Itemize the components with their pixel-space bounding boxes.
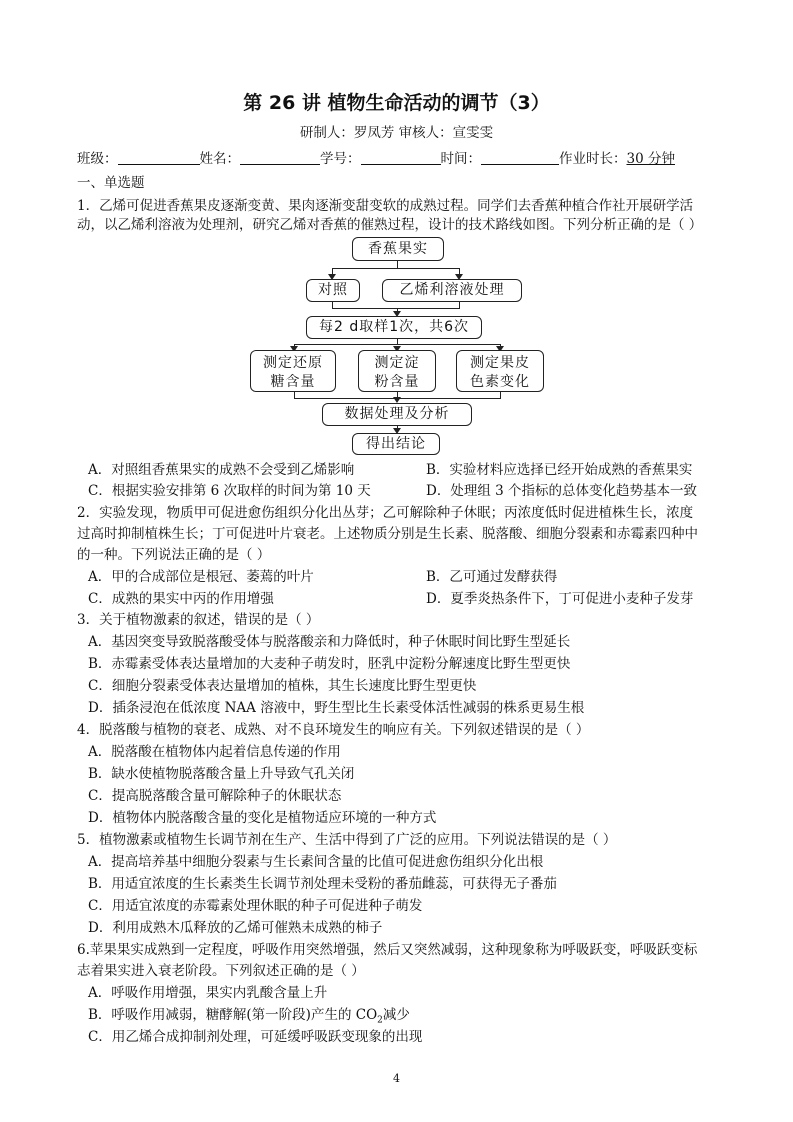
- q1-option-b[interactable]: B．实验材料应选择已经开始成熟的香蕉果实: [426, 462, 693, 478]
- flow-banana: 香蕉果实: [352, 237, 444, 261]
- flow-measure-pigment: [456, 350, 544, 392]
- q1-stem-line2: 动，以乙烯利溶液为处理剂，研究乙烯对香蕉的催熟过程，设计的技术路线如图。下列分析正确的是（ ）: [77, 217, 703, 233]
- q5-option-a[interactable]: A．提高培养基中细胞分裂素与生长素间含量的比值可促进愈伤组织分化出根: [88, 854, 544, 870]
- section-heading: 一、单选题: [77, 175, 145, 191]
- q1-option-c[interactable]: C．根据实验安排第 6 次取样的时间为第 10 天: [88, 483, 371, 499]
- q1-option-d[interactable]: D．处理组 3 个指标的总体变化趋势基本一致: [426, 483, 697, 499]
- q5-option-b[interactable]: B．用适宜浓度的生长素类生长调节剂处理未受粉的番茄雌蕊，可获得无子番茄: [88, 876, 557, 892]
- q3-option-b[interactable]: B．赤霉素受体表达量增加的大麦种子萌发时，胚乳中淀粉分解速度比野生型更快: [88, 656, 571, 672]
- q6-option-b-text: B．呼吸作用减弱，糖酵解(第一阶段)产生的 CO: [88, 1007, 378, 1023]
- q6-option-b-subscript: 2: [377, 1015, 383, 1026]
- q3-stem: 3．关于植物激素的叙述，错误的是（ ）: [77, 612, 320, 628]
- q6-option-b[interactable]: [88, 1006, 410, 1030]
- q2-option-a[interactable]: A．甲的合成部位是根冠、萎蔫的叶片: [88, 569, 314, 585]
- q2-option-c[interactable]: C．成熟的果实中丙的作用增强: [88, 591, 274, 607]
- q4-option-c[interactable]: C．提高脱落酸含量可解除种子的休眠状态: [88, 788, 342, 804]
- q3-option-a[interactable]: A．基因突变导致脱落酸受体与脱落酸亲和力降低时，种子休眠时间比野生型延长: [88, 634, 571, 650]
- flow-measure-sugar-line1: 测定还原: [263, 355, 323, 371]
- duration-label: 作业时长：: [559, 151, 627, 167]
- flow-control: 对照: [306, 279, 360, 302]
- flow-sampling: 每2 d取样1次，共6次: [306, 316, 482, 339]
- id-field[interactable]: [361, 150, 441, 165]
- time-field[interactable]: [481, 150, 559, 165]
- flow-measure-pigment-line2: 色素变化: [470, 374, 530, 390]
- flow-connector: [294, 344, 501, 345]
- flow-measure-starch-line1: 测定淀: [374, 355, 420, 371]
- student-info-row: [77, 150, 675, 168]
- q2-stem-line3: 的一种。下列说法正确的是（ ）: [77, 547, 271, 563]
- q6-option-b-text-end: 减少: [382, 1007, 410, 1023]
- q5-option-d[interactable]: D．利用成熟木瓜释放的乙烯可催熟未成熟的柿子: [88, 920, 383, 936]
- q2-option-d[interactable]: D．夏季炎热条件下，丁可促进小麦种子发芽: [426, 591, 694, 607]
- q6-option-a[interactable]: A．呼吸作用增强，果实内乳酸含量上升: [88, 985, 328, 1001]
- class-field[interactable]: [118, 150, 200, 165]
- page-title: 第 26 讲 植物生命活动的调节（3）: [243, 92, 550, 114]
- q2-stem-line2: 过高时抑制植株生长；丁可促进叶片衰老。上述物质分别是生长素、脱落酸、细胞分裂素和赤霉素四种中: [77, 526, 698, 542]
- flow-measure-starch-line2: 粉含量: [374, 374, 420, 390]
- q6-option-c[interactable]: C．用乙烯合成抑制剂处理，可延缓呼吸跃变现象的出现: [88, 1029, 423, 1045]
- q1-option-a[interactable]: A．对照组香蕉果实的成熟不会受到乙烯影响: [88, 462, 355, 478]
- duration-value: 30 分钟: [626, 151, 675, 167]
- q3-option-c[interactable]: C．细胞分裂素受体表达量增加的植株，其生长速度比野生型更快: [88, 678, 477, 694]
- q4-option-a[interactable]: A．脱落酸在植物体内起着信息传递的作用: [88, 744, 341, 760]
- flow-measure-starch: [358, 350, 436, 392]
- flow-connector: [332, 308, 460, 309]
- author-line: 研制人：罗凤芳 审核人：宣雯雯: [299, 125, 494, 141]
- q6-stem-line2: 志着果实进入衰老阶段。下列叙述正确的是（ ）: [77, 963, 365, 979]
- q6-stem-line1: 6.苹果果实成熟到一定程度，呼吸作用突然增强，然后又突然减弱，这种现象称为呼吸跃变，呼吸跃变标: [77, 942, 698, 958]
- flow-conclusion: 得出结论: [352, 433, 440, 455]
- flow-analysis: 数据处理及分析: [322, 403, 472, 426]
- q2-stem-line1: 2．实验发现，物质甲可促进愈伤组织分化出丛芽；乙可解除种子休眠；丙浓度低时促进植株生长，浓度: [77, 505, 694, 521]
- name-label: 姓名：: [199, 151, 240, 167]
- q4-option-b[interactable]: B．缺水使植物脱落酸含量上升导致气孔关闭: [88, 766, 355, 782]
- q5-option-c[interactable]: C．用适宜浓度的赤霉素处理休眠的种子可促进种子萌发: [88, 898, 423, 914]
- name-field[interactable]: [240, 150, 320, 165]
- flow-connector: [332, 268, 460, 269]
- q4-option-d[interactable]: D．植物体内脱落酸含量的变化是植物适应环境的一种方式: [88, 810, 437, 826]
- q1-stem-line1: 1．乙烯可促进香蕉果皮逐渐变黄、果肉逐渐变甜变软的成熟过程。同学们去香蕉种植合作社开展研学活: [77, 198, 694, 214]
- page-number: 4: [393, 1072, 400, 1085]
- flow-measure-sugar: [250, 350, 336, 392]
- q3-option-d[interactable]: D．插条浸泡在低浓度 NAA 溶液中，野生型比生长素受体活性减弱的株系更易生根: [88, 700, 585, 716]
- q4-stem: 4．脱落酸与植物的衰老、成熟、对不良环境发生的响应有关。下列叙述错误的是（ ）: [77, 722, 590, 738]
- flow-measure-pigment-line1: 测定果皮: [470, 355, 530, 371]
- q2-option-b[interactable]: B．乙可通过发酵获得: [426, 569, 558, 585]
- flow-measure-sugar-line2: 糖含量: [270, 374, 316, 390]
- id-label: 学号：: [320, 151, 361, 167]
- flow-treatment: 乙烯利溶液处理: [382, 279, 522, 302]
- class-label: 班级：: [77, 151, 118, 167]
- q5-stem: 5．植物激素或植物生长调节剂在生产、生活中得到了广泛的应用。下列说法错误的是（ ）: [77, 832, 617, 848]
- time-label: 时间：: [440, 151, 481, 167]
